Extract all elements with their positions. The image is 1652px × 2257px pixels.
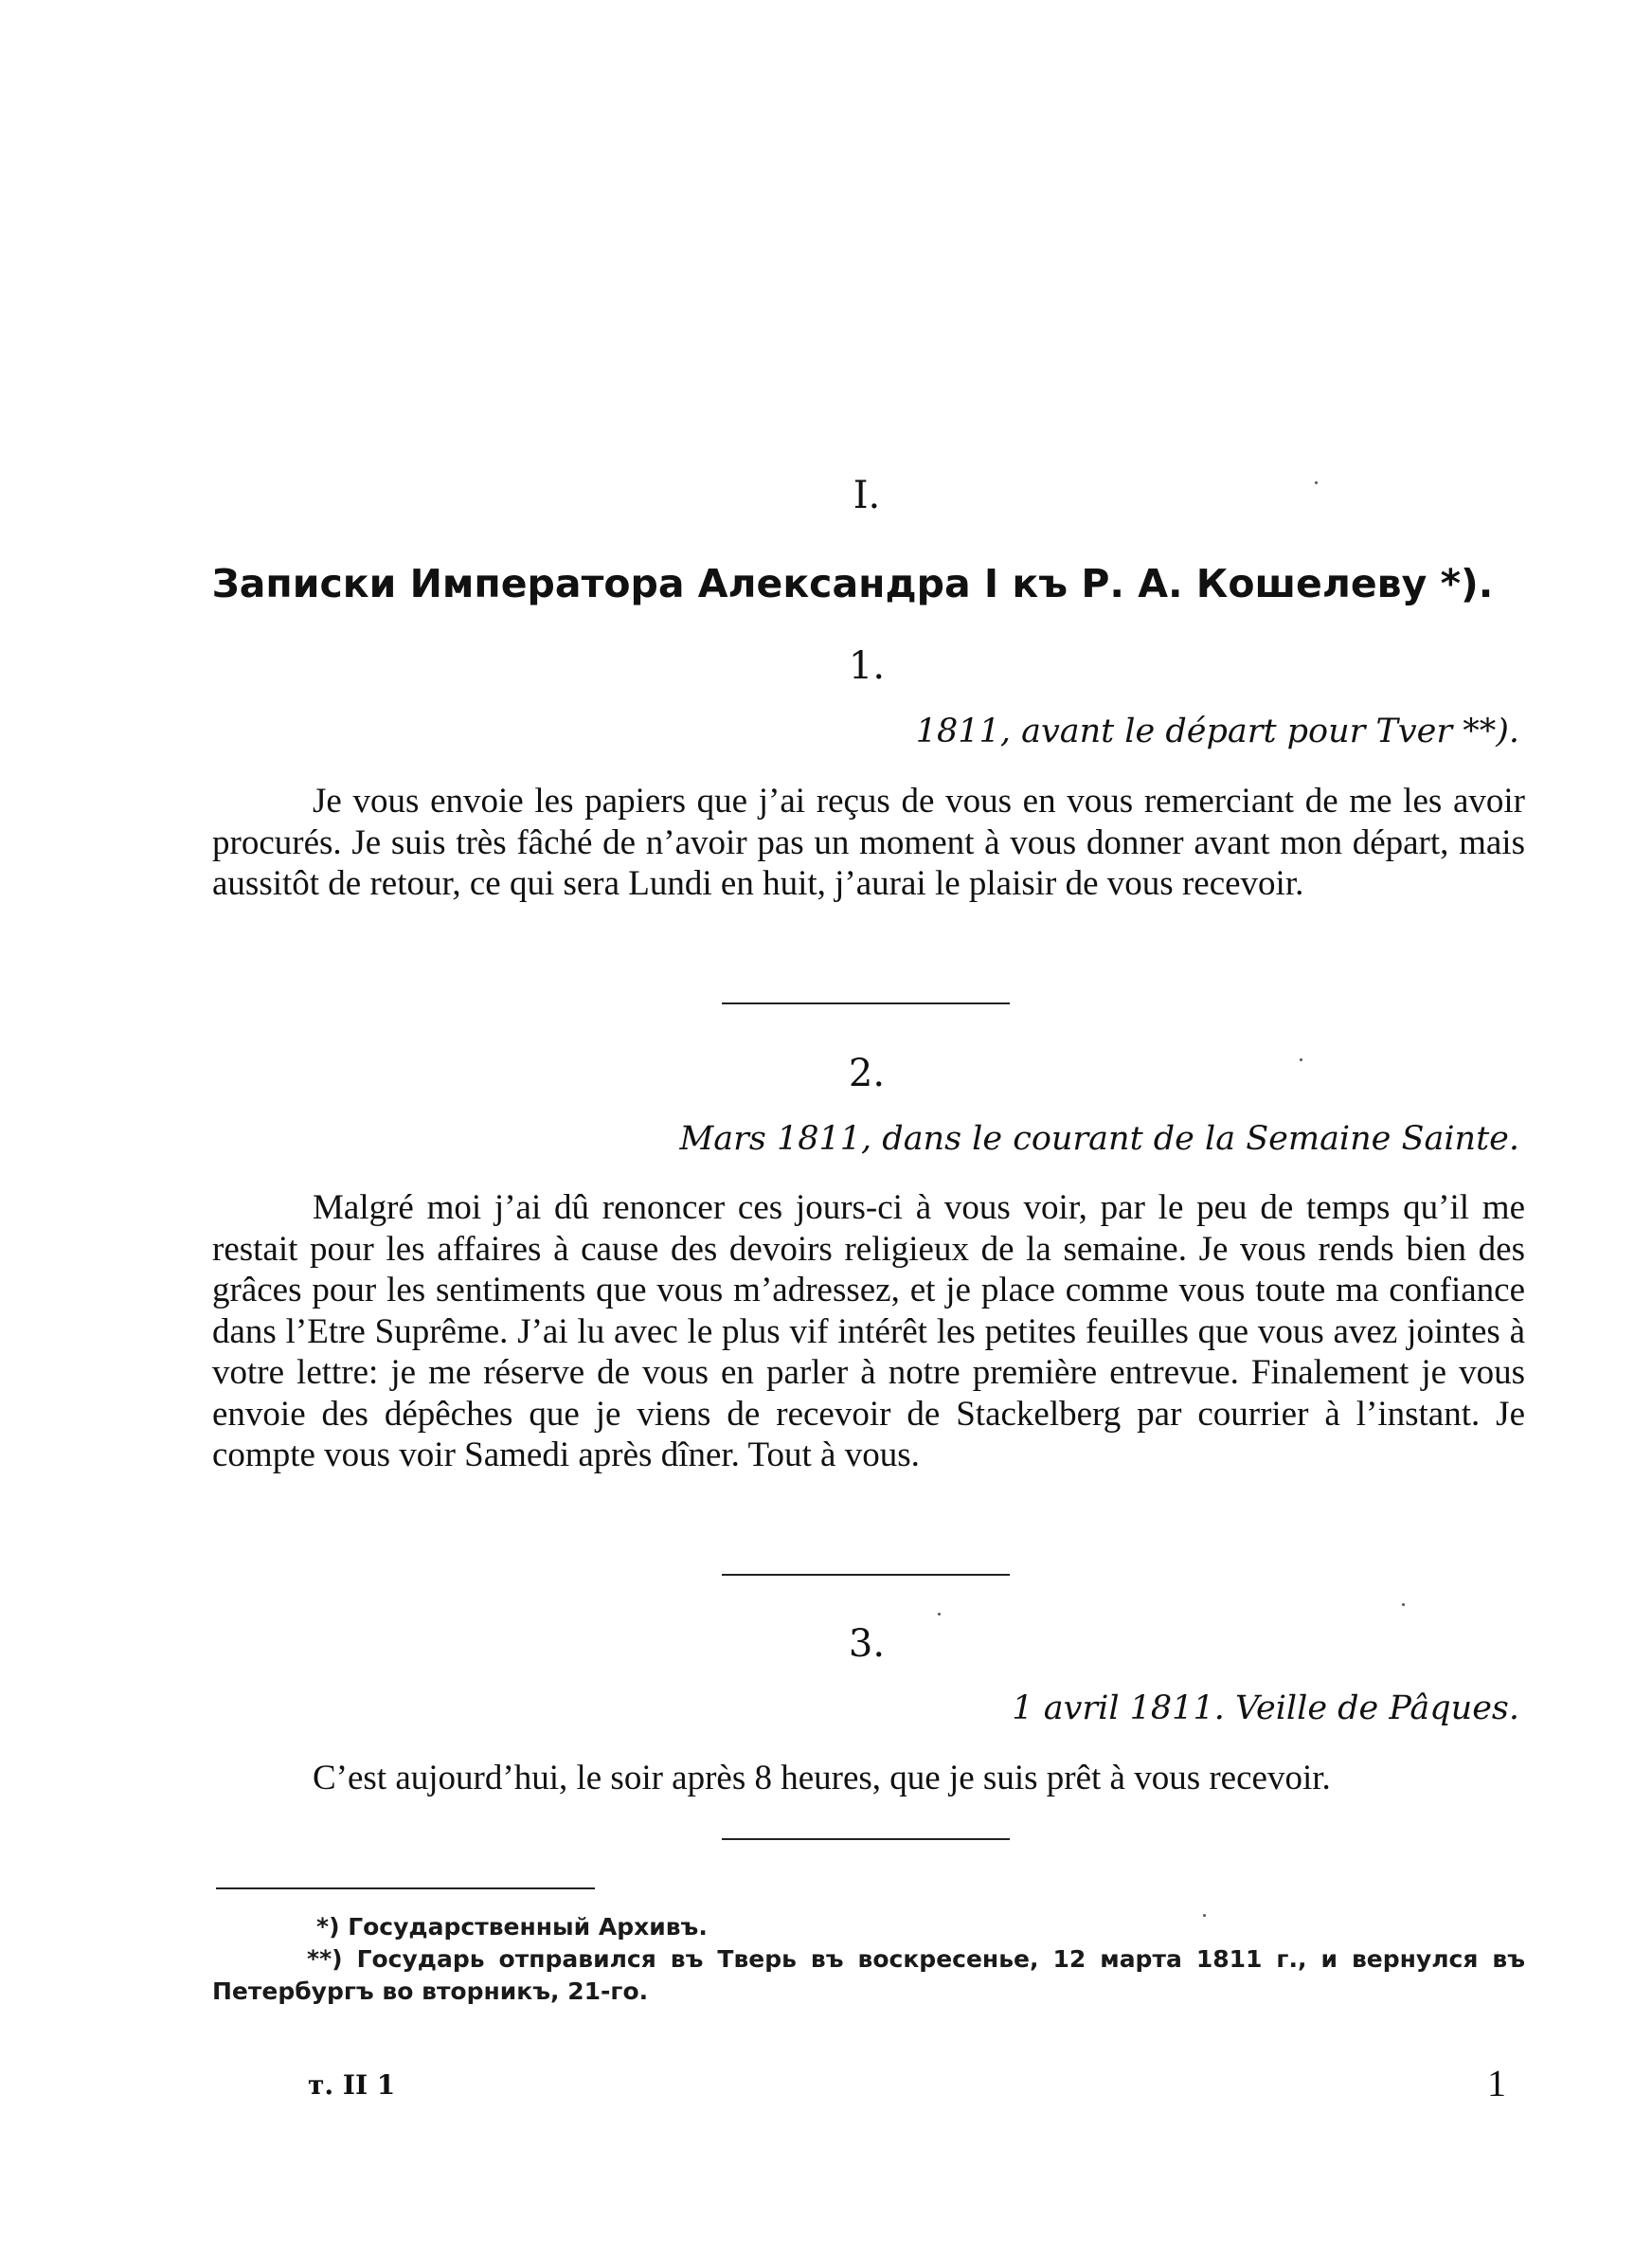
printer-signature: т. II 1 [308,2069,396,2101]
letter-dateline: 1 avril 1811. Veille de Pâques. [1012,1689,1519,1727]
page-number: 1 [1487,2062,1506,2104]
scan-speck [938,1613,941,1616]
section-separator [722,1002,1010,1004]
letter-dateline: Mars 1811, dans le courant de la Semaine Sainte. [679,1120,1519,1158]
footnote: *) Государственный Архивъ. [316,1913,708,1941]
section-separator [722,1838,1010,1840]
letter-text: Malgré moi j’ai dû renoncer ces jours-ci à vous voir, par le peu de temps qu’il me restait pour les affaires à cause des devoirs religieux de la semaine. Je vous rends bien des grâces pour les sentiments que vous m’adressez, et je place comme vous toute ma confiance dans l’Etre Suprême. J’ai lu avec le plus vif intérêt les petites feuilles que vous avez jointes à votre lettre: je me réserve de vous en parler à notre première entrevue. Finalement je vous envoie des dépêches que je viens de recevoir de Stackelberg par courrier à l’instant. Je compte vous voir Samedi après dîner. Tout à vous. [212,1188,1525,1474]
footnote-rule [216,1887,595,1889]
section-separator [722,1574,1010,1576]
scan-speck [1402,1603,1405,1606]
document-title: Записки Императора Александра I къ Р. А. Кошелеву *). [211,561,1494,606]
scan-speck [1300,1058,1302,1061]
letter-number: 1. [848,644,886,688]
footnote: **) Государь отправился въ Тверь въ воскресенье, 12 марта 1811 г., и вернулся въ Петербургъ во вторникъ, 21-го. [212,1945,1525,2005]
letter-text: Je vous envoie les papiers que j’ai reçus de vous en vous remerciant de me les avoir procurés. Je suis très fâché de n’avoir pas un moment à vous donner avant mon départ, mais aussitôt de retour, ce qui sera Lundi en huit, j’aurai le plaisir de vous recevoir. [212,782,1525,903]
section-number: I. [853,474,881,517]
scan-speck [1315,481,1318,484]
letter-number: 2. [848,1052,886,1095]
letter-text: C’est aujourd’hui, le soir après 8 heures, que je suis prêt à vous recevoir. [313,1759,1331,1797]
scan-speck [1203,1914,1206,1917]
letter-number: 3. [848,1622,886,1666]
letter-dateline: 1811, avant le départ pour Tver **). [915,713,1519,750]
